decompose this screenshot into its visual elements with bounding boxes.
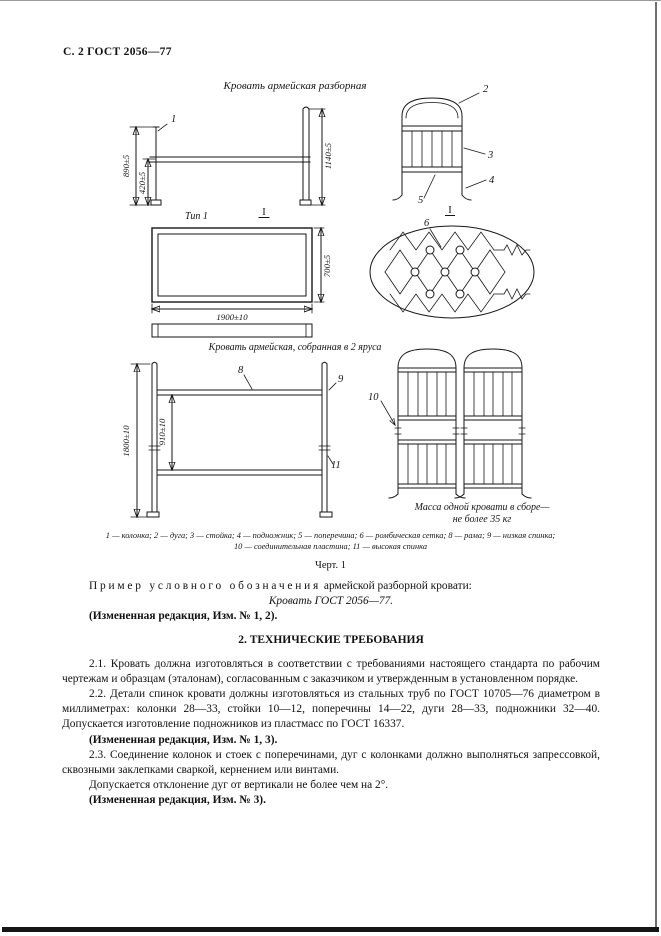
headboard-feet xyxy=(393,195,471,200)
part-label-2: 2 xyxy=(483,84,489,95)
headboard-arc-inner xyxy=(406,103,458,119)
para-2-3b: Допускается отклонение дуг от вертикали не более чем на 2°. xyxy=(89,779,389,791)
amendment-2: (Измененная редакция, Изм. № 1, 3). xyxy=(89,733,278,746)
two-tier-joint-plates xyxy=(149,446,330,450)
two-tier-caption: Кровать армейская, собранная в 2 яруса xyxy=(208,342,382,353)
bed-end-upper-bars xyxy=(408,372,446,416)
drawing-mesh-detail xyxy=(370,218,534,318)
example-intro-spaced: Пример условного обозначения xyxy=(89,580,322,592)
part-label-10: 10 xyxy=(368,392,379,403)
leader-8 xyxy=(244,375,252,389)
example-designation: Кровать ГОСТ 2056—77. xyxy=(268,595,394,608)
frame-side-view xyxy=(152,324,312,337)
figure-number: Черт. 1 xyxy=(315,560,346,571)
leader-2 xyxy=(459,93,479,103)
drawing-two-tier-side xyxy=(121,362,344,517)
part-label-8: 8 xyxy=(238,365,244,376)
leader-3 xyxy=(464,148,485,154)
bed-end-joint-plates xyxy=(395,428,459,434)
bed-end-unit-right xyxy=(455,349,531,498)
document-body xyxy=(62,579,600,808)
bed-end-feet xyxy=(389,494,465,498)
bed-rail-lines xyxy=(150,157,310,162)
mesh-node xyxy=(411,268,419,276)
dim-1800: 1800±10 xyxy=(121,425,131,457)
leader-9 xyxy=(329,383,336,390)
mesh-node xyxy=(426,290,434,298)
scan-edge-bottom xyxy=(2,927,659,932)
dim-890: 890±5 xyxy=(121,154,131,178)
leader-5 xyxy=(424,175,435,198)
mesh-node xyxy=(471,268,479,276)
part-label-4: 4 xyxy=(489,175,495,186)
dim-420: 420±5 xyxy=(137,171,147,195)
mesh-frame-outer xyxy=(152,228,312,302)
dim-1900: 1900±10 xyxy=(216,312,248,322)
para-2-1: 2.1. Кровать должна изготовляться в соответствии с требованиями настоящего стандарта по рабочим чертежам и образцам (эталонам), согласованным с заказчиком и утвержденным в установленном порядке. xyxy=(62,657,600,685)
part-label-6: 6 xyxy=(424,218,430,229)
two-tier-left-foot xyxy=(147,512,159,517)
part-label-9: 9 xyxy=(338,374,344,385)
bed-end-unit xyxy=(389,349,465,498)
mesh-detail-outline xyxy=(370,226,534,318)
headboard-vertical-bars xyxy=(412,131,452,167)
dim-1140: 1140±5 xyxy=(323,142,333,170)
leader-4 xyxy=(466,180,486,188)
legend-line-2: 10 — соединительная пластина; 11 — высокая спинка xyxy=(233,541,428,551)
section-mark-left: I xyxy=(262,207,266,218)
two-tier-right-foot xyxy=(320,512,332,517)
mesh-node xyxy=(456,246,464,254)
drawing-top-view-mesh xyxy=(152,228,332,337)
legend-line-1: 1 — колонка; 2 — дуга; 3 — стойка; 4 — подножник; 5 — поперечина; 6 — ромбическая сетка; 8 — рама; 9 — низкая спинка; xyxy=(105,531,556,540)
part-label-3: 3 xyxy=(488,150,494,161)
dim-910: 910±10 xyxy=(157,418,167,446)
two-tier-posts xyxy=(152,362,327,512)
part-label-11: 11 xyxy=(331,460,341,471)
bed-end-lower-bars xyxy=(408,444,446,484)
left-foot xyxy=(151,200,161,205)
drawing-headboard-front xyxy=(393,84,495,216)
amendment-1: (Измененная редакция, Изм. № 1, 2). xyxy=(89,610,278,623)
part-label-1: 1 xyxy=(171,114,177,125)
right-foot xyxy=(300,200,311,205)
mesh-node xyxy=(426,246,434,254)
type-label: Тип 1 xyxy=(185,211,208,222)
part-label-5: 5 xyxy=(418,195,424,206)
figure-legend xyxy=(30,531,631,553)
para-2-3: 2.3. Соединение колонок и стоек с поперечинами, дуг с колонками должно выполняться запрессовкой, сквозными заклепками сваркой, кернением или винтами. xyxy=(62,748,600,776)
mass-note-line2: не более 35 кг xyxy=(452,514,512,525)
scan-edge-top xyxy=(0,0,661,1)
example-intro xyxy=(62,579,600,594)
dim-700: 700±5 xyxy=(322,254,332,278)
drawing-two-tier-front xyxy=(368,349,549,525)
left-column xyxy=(153,127,159,200)
section-mark-right: I xyxy=(448,205,452,216)
mesh-node xyxy=(456,290,464,298)
dim-ext-1800 xyxy=(131,364,150,517)
leader-10 xyxy=(381,401,395,425)
mesh-node xyxy=(441,268,449,276)
two-tier-rails xyxy=(157,390,322,475)
page-header: С. 2 ГОСТ 2056—77 xyxy=(63,46,172,58)
right-headboard-edge xyxy=(303,107,309,200)
figure-caption-top: Кровать армейская разборная xyxy=(223,80,367,92)
section-title: 2. ТЕХНИЧЕСКИЕ ТРЕБОВАНИЯ xyxy=(238,634,424,647)
drawing-bed-side-view xyxy=(121,107,333,222)
amendment-3: (Измененная редакция, Изм. № 3). xyxy=(89,794,266,807)
figure-drawings xyxy=(0,76,661,530)
mass-note-line1: Масса одной кровати в сборе— xyxy=(414,502,550,513)
example-intro-rest: армейской разборной кровати: xyxy=(323,580,472,592)
para-2-2: 2.2. Детали спинок кровати должны изготовляться из стальных труб по ГОСТ 10705—76 диаметром в миллиметрах: колонки 28—33, стойки 10—12, поперечины 14—22, дуги 28—33, подножники 32—40. Допускается изготовление подножников из пластмасс по ГОСТ 16337. xyxy=(62,688,600,731)
